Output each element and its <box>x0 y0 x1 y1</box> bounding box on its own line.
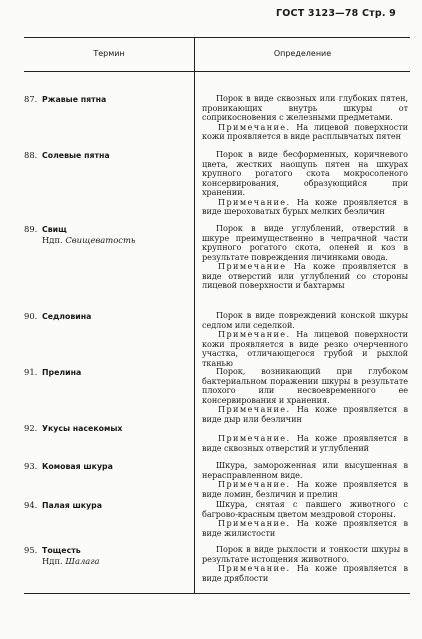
column-header-definition: Определение <box>273 49 332 58</box>
deprecated-prefix: Ндп. <box>42 235 63 245</box>
term-number: 93. <box>24 461 38 471</box>
note-text: На лицевой поверхности кожи проявляется в виде резко очерченного участка, отличающегося грубой и рыхлой тканью <box>202 329 408 368</box>
term-number: 94. <box>24 500 38 510</box>
definition-94 <box>202 500 408 538</box>
deprecated-name: Свищеватость <box>65 235 136 245</box>
term-number: 87. <box>24 94 38 104</box>
term-number: 88. <box>24 150 38 160</box>
term-name: Седловина <box>42 312 92 321</box>
term-name: Укусы насекомых <box>42 424 123 433</box>
deprecated-name: Шалага <box>65 556 100 566</box>
term-94 <box>24 500 192 511</box>
term-number: 91. <box>24 367 38 377</box>
term-number: 95. <box>24 545 38 555</box>
note-text: На коже проявляется в виде отверстий или углублений со стороны лицевой поверхности и бахтармы <box>202 261 408 290</box>
term-88 <box>24 150 192 161</box>
definition-text: Порок в виде бесформенных, коричневого цвета, жестких наощупь пятен на шкурах крупного рогатого скота мокросоленого консервирования, образующийся при хранении. <box>202 149 408 197</box>
definition-87 <box>202 94 408 142</box>
note-label: Примечание. <box>218 563 291 573</box>
terms-table <box>24 37 410 593</box>
definition-95 <box>202 545 408 583</box>
note-label: Примечание <box>218 261 287 271</box>
definition-text: Порок в виде сквозных или глубоких пятен, проникающих внутрь шкуры от соприкосновения с железными предметами. <box>202 93 408 122</box>
note-text: На лицевой поверхности кожи проявляется в виде расплывчатых пятен <box>202 121 408 141</box>
column-divider <box>194 37 195 593</box>
note-label: Примечание. <box>218 196 291 207</box>
note <box>202 123 408 142</box>
term-name: Тощесть <box>42 546 81 555</box>
definition-text: Шкура, снятая с павшего животного с багрово-красным цветом мездровой стороны. <box>202 499 408 519</box>
term-87 <box>24 94 192 105</box>
term-name: Ржавые пятна <box>42 95 107 104</box>
definition-91 <box>202 367 408 424</box>
definition-89 <box>202 224 408 291</box>
definition-text: Порок, возникающий при глубоком бактериальном поражении шкуры в результате плохого или несвоевременного ее консервирования и хранения. <box>202 366 408 405</box>
definition-text: Порок в виде рыхлости и тонкости шкуры в результате истощения животного. <box>202 544 408 564</box>
note-label: Примечание. <box>218 479 291 489</box>
note-text: На коже проявляется в виде ломин, безличин и прелин <box>202 479 408 499</box>
note-label: Примечание. <box>218 121 291 132</box>
term-name: Палая шкура <box>42 501 102 510</box>
deprecated-prefix: Ндп. <box>42 556 63 566</box>
definition-text: Шкура, замороженная или высушенная в нерасправленном виде. <box>202 460 408 480</box>
note-label: Примечание. <box>218 433 291 443</box>
term-name: Прелина <box>42 368 82 377</box>
term-name: Свищ <box>42 225 67 234</box>
note-label: Примечание. <box>218 404 291 414</box>
definition-text: Порок в виде углублений, отверстий в шкуре преимущественно в чепрачной части крупного рогатого скота, оленей и коз в результате повреждения личинками овода. <box>202 223 408 262</box>
term-number: 89. <box>24 224 38 234</box>
term-name: Комовая шкура <box>42 462 113 471</box>
page-header: ГОСТ 3123—78 Стр. 9 <box>276 8 396 19</box>
definition-90 <box>202 311 408 368</box>
note <box>202 519 408 538</box>
note <box>202 405 408 424</box>
definition-92 <box>202 434 408 453</box>
note <box>202 564 408 583</box>
definition-88 <box>202 150 408 217</box>
term-number: 92. <box>24 423 38 433</box>
note <box>202 198 408 217</box>
table-header-rule <box>24 71 410 72</box>
note-text: На коже проявляется в виде сквозных отверстий и углублений <box>202 433 408 453</box>
note-text: На коже проявляется в виде дряблости <box>202 563 408 583</box>
note-text: На коже проявляется в виде шероховатых бурых мелких беэличин <box>202 196 408 216</box>
column-header-term: Термин <box>93 49 125 58</box>
table-bottom-rule <box>24 593 410 594</box>
term-90 <box>24 311 192 322</box>
note <box>202 262 408 291</box>
deprecated-term <box>24 235 192 246</box>
note <box>202 480 408 499</box>
term-92 <box>24 423 192 434</box>
note-label: Примечание. <box>218 329 291 339</box>
definition-93 <box>202 461 408 499</box>
definition-text: Порок в виде повреждений конской шкуры седлом или седелкой. <box>202 310 408 330</box>
note-label: Примечание. <box>218 518 291 528</box>
note-text: На коже проявляется в виде жилистости <box>202 518 408 538</box>
note <box>202 330 408 368</box>
term-93 <box>24 461 192 472</box>
term-name: Солевые пятна <box>42 151 110 160</box>
term-91 <box>24 367 192 378</box>
term-number: 90. <box>24 311 38 321</box>
note <box>202 434 408 453</box>
note-text: На коже проявляется в виде дыр или беэличин <box>202 404 408 424</box>
term-95 <box>24 545 192 567</box>
deprecated-term <box>24 556 192 567</box>
term-89 <box>24 224 192 246</box>
